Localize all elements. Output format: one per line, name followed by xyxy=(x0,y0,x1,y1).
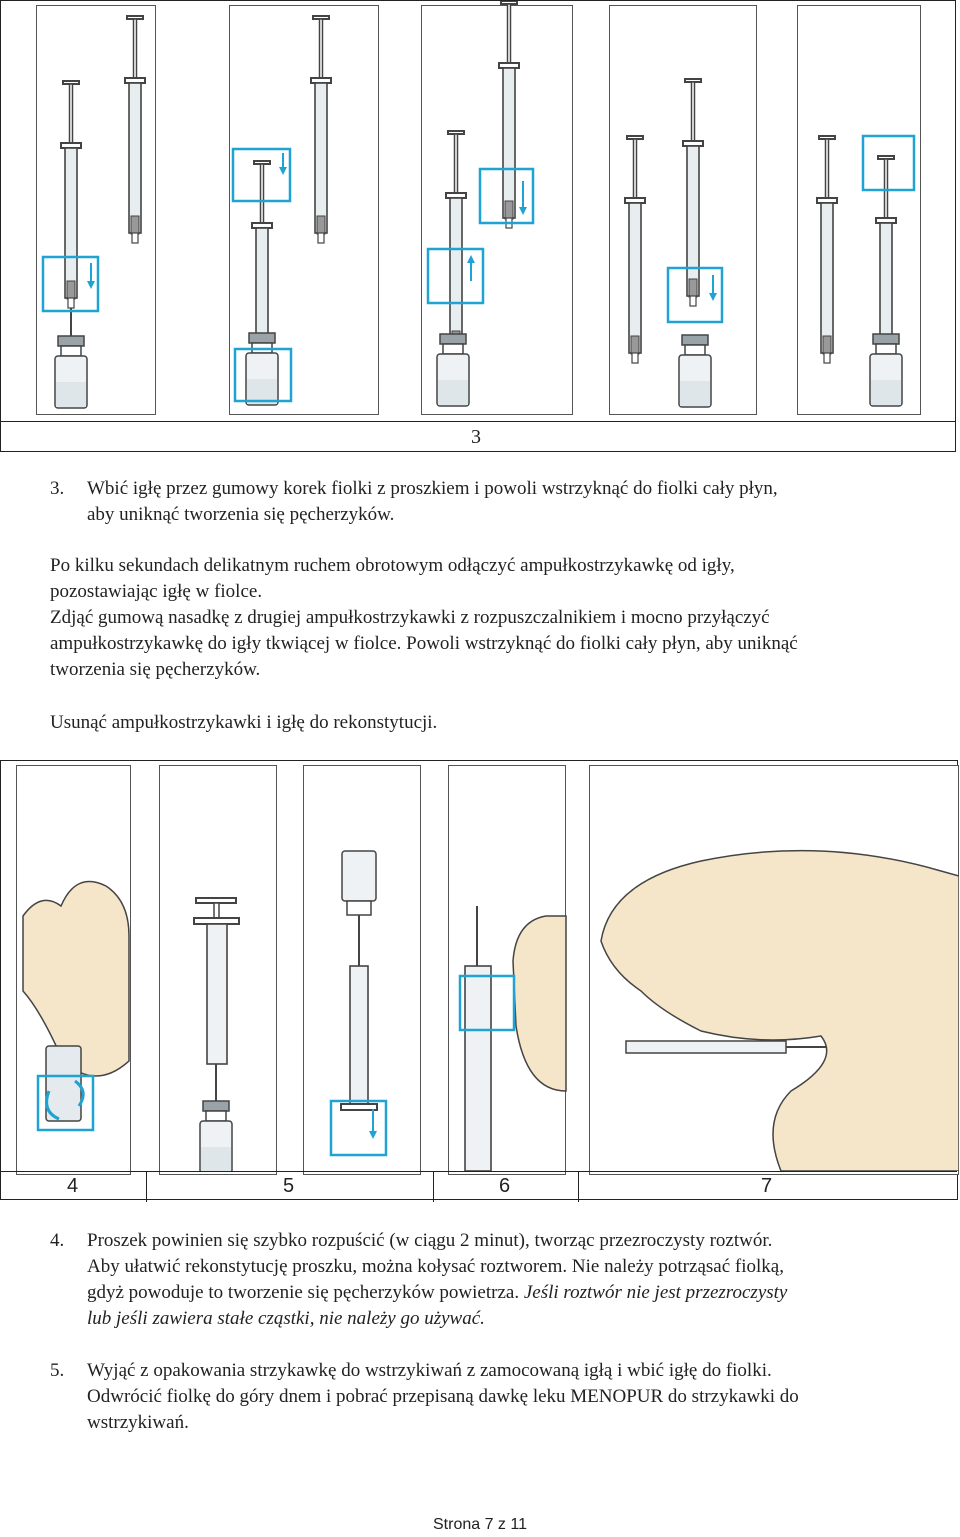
vial-6a xyxy=(342,851,376,901)
step-3-number: 3. xyxy=(50,478,65,499)
step-5-line-2: Odwrócić fiolkę do góry dnem i pobrać przepisaną dawkę leku MENOPUR do strzykawki do xyxy=(87,1386,799,1407)
syringe-5 xyxy=(446,131,466,358)
step-4-line-1: Proszek powinien się szybko rozpuścić (w ciągu 2 minut), tworząc przezroczysty roztwór. xyxy=(87,1230,773,1251)
vial-4 xyxy=(679,335,711,407)
step-5-line-1: Wyjąć z opakowania strzykawkę do wstrzykiwań z zamocowaną igłą i wbić igłę do fiolki. xyxy=(87,1360,772,1381)
figure-label-6: 6 xyxy=(499,1175,511,1197)
figure-top xyxy=(0,0,956,452)
syringe-9 xyxy=(817,136,837,363)
reconstitution-injection-illustrations xyxy=(1,761,959,1171)
figure-label-7: 7 xyxy=(761,1175,773,1197)
figure-label-4: 4 xyxy=(67,1175,79,1197)
syringe-4 xyxy=(311,16,331,243)
vial-3 xyxy=(437,334,469,406)
syringe-5a xyxy=(207,924,227,1064)
syringe-8 xyxy=(683,79,703,306)
syringe-6a xyxy=(350,966,368,1106)
step-4-number: 4. xyxy=(50,1230,65,1251)
syringe-vial-illustrations xyxy=(1,1,957,421)
syringe-7 xyxy=(625,136,645,363)
step-5-line-3: wstrzykiwań. xyxy=(87,1412,189,1433)
vial-5 xyxy=(870,334,902,406)
syringe-2 xyxy=(125,16,145,243)
vial-2 xyxy=(246,333,278,405)
vial-1 xyxy=(55,336,87,408)
step-3-para-3-line-1: Zdjąć gumową nasadkę z drugiej ampułkostrzykawki z rozpuszczalnikiem i mocno przyłączyć xyxy=(50,607,770,628)
step-3-para-4: Usunąć ampułkostrzykawki i igłę do rekonstytucji. xyxy=(50,712,438,733)
figure-top-illustrations xyxy=(1,1,955,421)
step-4-line-2: Aby ułatwić rekonstytucję proszku, można kołysać roztworem. Nie należy potrząsać fiolką, xyxy=(87,1256,784,1277)
step-4-line-3-normal: gdyż powoduje to tworzenie się pęcherzyków powietrza. xyxy=(87,1282,524,1303)
step-4-line-3-italic: Jeśli roztwór nie jest przezroczysty xyxy=(523,1282,788,1303)
figure-number: 3 xyxy=(471,426,481,448)
vial-5a xyxy=(200,1101,232,1171)
figure-bottom-illustrations xyxy=(1,761,957,1171)
step-3-para-3-line-2: ampułkostrzykawkę do igły tkwiącej w fiolce. Powoli wstrzyknąć do fiolki cały płyn, aby uniknąć xyxy=(50,633,798,654)
figure-label-5: 5 xyxy=(283,1175,295,1197)
finger-shape xyxy=(513,916,566,1091)
syringe-7a xyxy=(626,1041,786,1053)
step-5-number: 5. xyxy=(50,1360,65,1381)
syringe-6b xyxy=(465,966,491,1171)
step-3-para-2-line-2: pozostawiając igłę w fiolce. xyxy=(50,581,263,602)
figure-bottom xyxy=(0,760,958,1200)
step-3-line-1: Wbić igłę przez gumowy korek fiolki z proszkiem i powoli wstrzyknąć do fiolki cały płyn, xyxy=(87,478,778,499)
syringe-1 xyxy=(61,81,81,308)
syringe-6 xyxy=(499,1,519,228)
step-3-para-3-line-3: tworzenia się pęcherzyków. xyxy=(50,659,261,680)
figure-bottom-label-row xyxy=(1,1171,957,1201)
step-3-line-2: aby uniknąć tworzenia się pęcherzyków. xyxy=(87,504,395,525)
page-footer: Strona 7 z 11 xyxy=(433,1516,527,1533)
figure-top-number-row xyxy=(1,421,955,453)
step-3-para-2-line-1: Po kilku sekundach delikatnym ruchem obrotowym odłączyć ampułkostrzykawkę od igły, xyxy=(50,555,735,576)
hand-skin-shape xyxy=(601,851,959,1171)
step-4-line-3 xyxy=(87,1280,787,1306)
vial-4a xyxy=(46,1046,81,1121)
step-4-line-4: lub jeśli zawiera stałe cząstki, nie należy go używać. xyxy=(87,1308,485,1329)
